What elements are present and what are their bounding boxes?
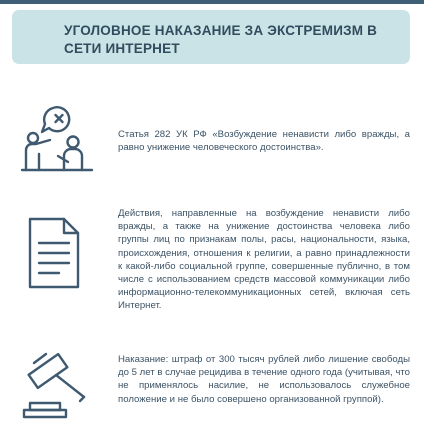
section-article [0,100,424,180]
section-definition [0,205,424,315]
document-icon [26,215,82,296]
definition-text: Действия, направленные на возбуждение ненависти либо вражды, а также на унижение достоинства человека либо группы лиц по признакам полы, расы, национальности, языка, происхождения, отношения к религии, а равно принадлежности к какой-либо социальной группе, совершенные публично, в том числе с использованием средств массовой коммуникации либо информационно-телекоммуникационных сетей, включая сеть Интернет. [118,208,410,312]
article-text: Статья 282 УК РФ «Возбуждение ненависти либо вражды, а равно унижение человеческого достоинства». [118,129,410,154]
top-bar [0,0,424,4]
header-banner [12,10,410,64]
section-punishment [0,345,424,425]
people-argument-icon [20,102,100,179]
punishment-text: Наказание: штраф от 300 тысяч рублей либо лишение свободы до 5 лет в случае рецидива в течение одного года (учитывая, что не применялось насилие, не использовалось служебное положение и не было совершено организованной группой). [118,354,410,405]
gavel-icon [20,349,100,426]
page-title: УГОЛОВНОЕ НАКАЗАНИЕ ЗА ЭКСТРЕМИЗМ В СЕТИ ИНТЕРНЕТ [64,23,378,56]
